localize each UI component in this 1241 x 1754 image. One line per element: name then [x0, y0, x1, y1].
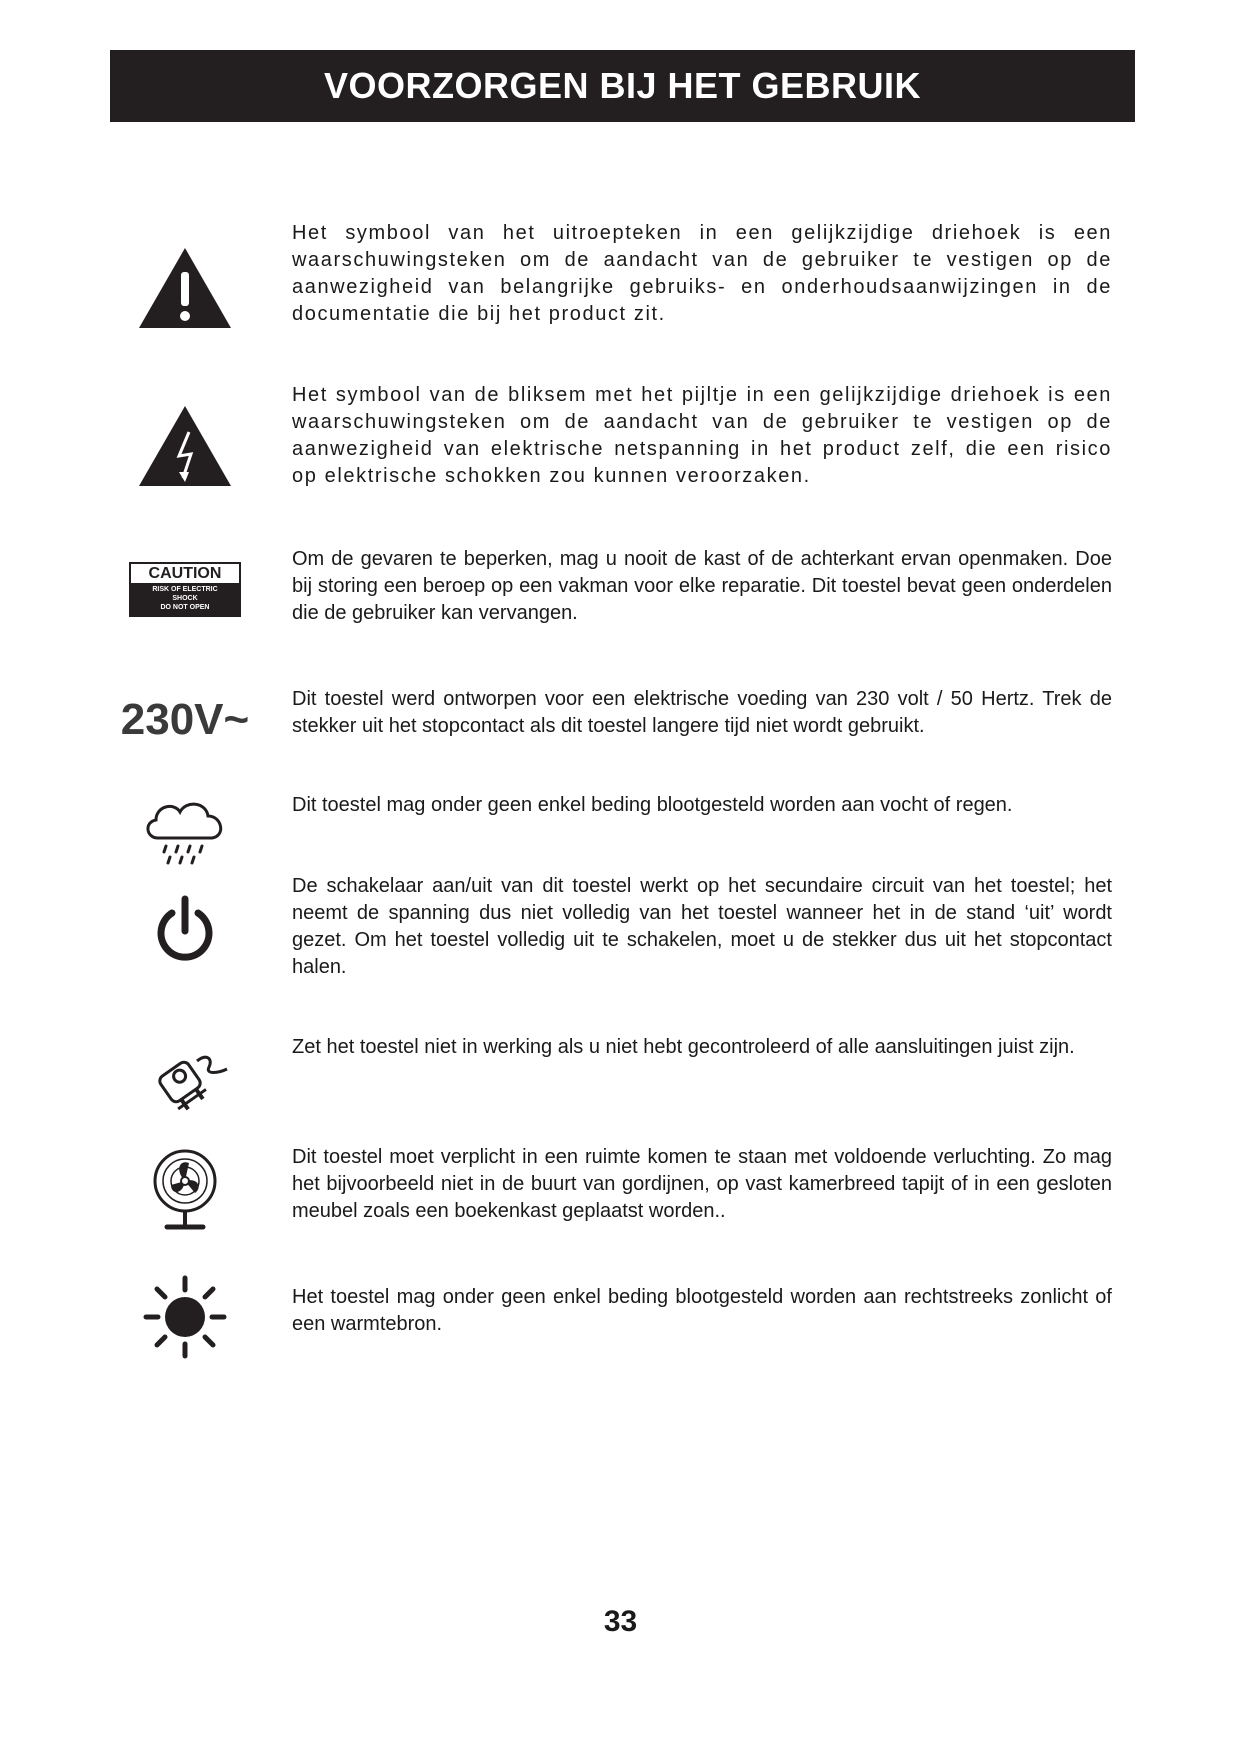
lightning-triangle-icon [110, 396, 260, 496]
section-text: Dit toestel mag onder geen enkel beding blootgesteld worden aan vocht of regen. [292, 794, 1013, 816]
plug-icon [110, 1034, 260, 1120]
section-text: De schakelaar aan/uit van dit toestel werkt op het secundaire circuit van het toestel; het neemt de spanning dus niet volledig van het toestel wanneer het in de stand ‘uit’ wordt gezet. Om het toestel volledig uit te schakelen, moet u de stekker dus uit het stopcontact halen. [292, 875, 1112, 978]
caution-label-line: DO NOT OPEN [160, 603, 210, 611]
page-header [110, 50, 1135, 122]
section-text: Het symbool van het uitroepteken in een gelijkzijdige driehoek is een waarschuwingsteken om de aandacht van de gebruiker te vestigen op de aanwezigheid van belangrijke gebruiks- en onderhoudsaanwijzingen in de documentatie die bij het product zit. [292, 222, 1112, 325]
fan-icon [110, 1144, 260, 1234]
caution-label-line: RISK OF ELECTRIC [152, 585, 218, 593]
page-title: VOORZORGEN BIJ HET GEBRUIK [323, 65, 922, 106]
caution-label-title: CAUTION [131, 564, 239, 583]
section-text: Het symbool van de bliksem met het pijltje in een gelijkzijdige driehoek is een waarschuwingsteken om de aandacht van de gebruiker te vestigen op de aanwezigheid van elektrische netspanning in het product zelf, die een risico op elektrische schokken zou kunnen veroorzaken. [292, 384, 1112, 487]
sun-icon [110, 1272, 260, 1362]
section-text: Het toestel mag onder geen enkel beding blootgesteld worden aan rechtstreeks zonlicht of een warmtebron. [292, 1286, 1112, 1335]
section-text: Dit toestel werd ontworpen voor een elektrische voeding van 230 volt / 50 Hertz. Trek de stekker uit het stopcontact als dit toestel langere tijd niet wordt gebruikt. [292, 688, 1112, 737]
exclamation-triangle-icon [110, 238, 260, 338]
power-icon [110, 891, 260, 971]
caution-label-icon [110, 558, 260, 620]
voltage-label: 230V~ [120, 695, 250, 744]
caution-label-line: SHOCK [172, 594, 198, 602]
section-text: Zet het toestel niet in werking als u niet hebt gecontroleerd of alle aansluitingen juist zijn. [292, 1036, 1075, 1058]
rain-cloud-icon [110, 792, 260, 872]
section-text: Dit toestel moet verplicht in een ruimte komen te staan met voldoende verluchting. Zo mag het bijvoorbeeld niet in de buurt van gordijnen, op vast kamerbreed tapijt of in een gesloten meubel zoals een boekenkast geplaatst worden.. [292, 1146, 1112, 1222]
page-number: 33 [603, 1605, 638, 1638]
voltage-icon [110, 690, 260, 750]
section-text: Om de gevaren te beperken, mag u nooit de kast of de achterkant ervan openmaken. Doe bij storing een beroep op een vakman voor elke reparatie. Dit toestel bevat geen onderdelen die de gebruiker kan vervangen. [292, 548, 1112, 624]
